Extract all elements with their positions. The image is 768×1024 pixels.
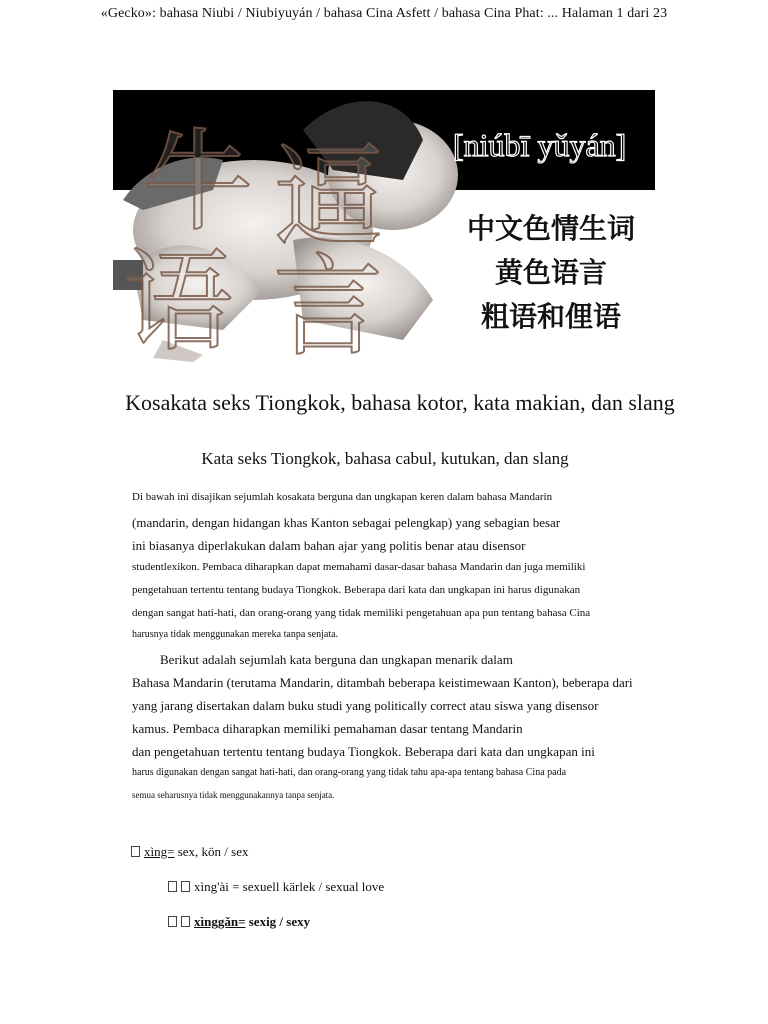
document-subtitle: Kata seks Tiongkok, bahasa cabul, kutukan, dan slang xyxy=(201,449,569,468)
vocab-entry xyxy=(168,914,310,930)
vocab-entry-definition: = sexuell kärlek / sexual love xyxy=(228,879,385,894)
paragraph-2-line: dan pengetahuan tertentu tentang budaya Tiongkok. Beberapa dari kata dan ungkapan ini xyxy=(132,744,595,759)
vocab-entry-definition: sexig / sexy xyxy=(245,914,311,929)
missing-glyph-icon xyxy=(131,846,140,857)
paragraph-1-line: dengan sangat hati-hati, dan orang-orang yang tidak memiliki pengetahuan apa pun tentang bahasa Cina xyxy=(132,607,591,619)
vocab-entry xyxy=(168,879,384,895)
banner-cn-line-1: 中文色情生词 xyxy=(466,212,636,245)
page-header: «Gecko»: bahasa Niubi / Niubiyuyán / bahasa Cina Asfett / bahasa Cina Phat: ... Halaman 1 dari 23 xyxy=(100,6,668,21)
calligraphy-char-2: 逼 xyxy=(273,133,383,261)
paragraph-2-line: harus digunakan dengan sangat hati-hati, dan orang-orang yang tidak tahu apa-apa tentang bahasa Cina pada xyxy=(132,767,567,778)
document-title: Kosakata seks Tiongkok, bahasa kotor, kata makian, dan slang xyxy=(125,390,675,415)
banner-graphic xyxy=(103,90,655,362)
paragraph-2-line: yang jarang disertakan dalam buku studi yang politically correct atau siswa yang disensor xyxy=(132,698,599,713)
paragraph-2-line: kamus. Pembaca diharapkan memiliki pemahaman dasar tentang Mandarin xyxy=(132,721,523,736)
paragraph-1-line: (mandarin, dengan hidangan khas Kanton sebagai pelengkap) yang sebagian besar xyxy=(132,515,561,530)
vocab-entry-pinyin: xìnggǎn= xyxy=(194,914,246,929)
vocab-entry-definition: sex, kön / sex xyxy=(174,844,249,859)
calligraphy-char-3: 语 xyxy=(123,238,233,362)
vocab-entry xyxy=(131,844,248,860)
paragraph-1-line: harusnya tidak menggunakan mereka tanpa senjata. xyxy=(132,629,339,640)
paragraph-2-line: Bahasa Mandarin (terutama Mandarin, ditambah beberapa keistimewaan Kanton), beberapa dari xyxy=(132,675,633,690)
banner-pinyin: [niúbī yǔyán] xyxy=(453,127,627,163)
banner-cn-line-2: 黄色语言 xyxy=(494,256,608,289)
paragraph-1-line: Di bawah ini disajikan sejumlah kosakata berguna dan ungkapan keren dalam bahasa Mandarin xyxy=(132,491,553,503)
vocab-entry-pinyin: xìng'ài xyxy=(194,879,229,894)
vocab-entry-pinyin: xìng= xyxy=(144,844,175,859)
calligraphy-char-4: 言 xyxy=(273,243,383,362)
missing-glyph-icon xyxy=(168,881,177,892)
calligraphy-char-1: 牛 xyxy=(143,118,253,246)
missing-glyph-icon xyxy=(181,916,190,927)
missing-glyph-icon xyxy=(181,881,190,892)
paragraph-2-line: Berikut adalah sejumlah kata berguna dan ungkapan menarik dalam xyxy=(160,652,513,667)
paragraph-2 xyxy=(132,652,692,812)
missing-glyph-icon xyxy=(168,916,177,927)
banner-cn-line-3: 粗语和俚语 xyxy=(480,300,622,333)
banner-image xyxy=(103,90,655,362)
paragraph-1-line: studentlexikon. Pembaca diharapkan dapat memahami dasar-dasar bahasa Mandarin dan juga memiliki xyxy=(132,561,586,573)
paragraph-1 xyxy=(132,491,692,651)
paragraph-1-line: pengetahuan tertentu tentang budaya Tiongkok. Beberapa dari kata dan ungkapan ini harus digunakan xyxy=(132,584,581,596)
paragraph-2-line: semua seharusnya tidak menggunakannya tanpa senjata. xyxy=(132,790,335,800)
paragraph-1-line: ini biasanya diperlakukan dalam bahan ajar yang politis benar atau disensor xyxy=(132,538,526,553)
